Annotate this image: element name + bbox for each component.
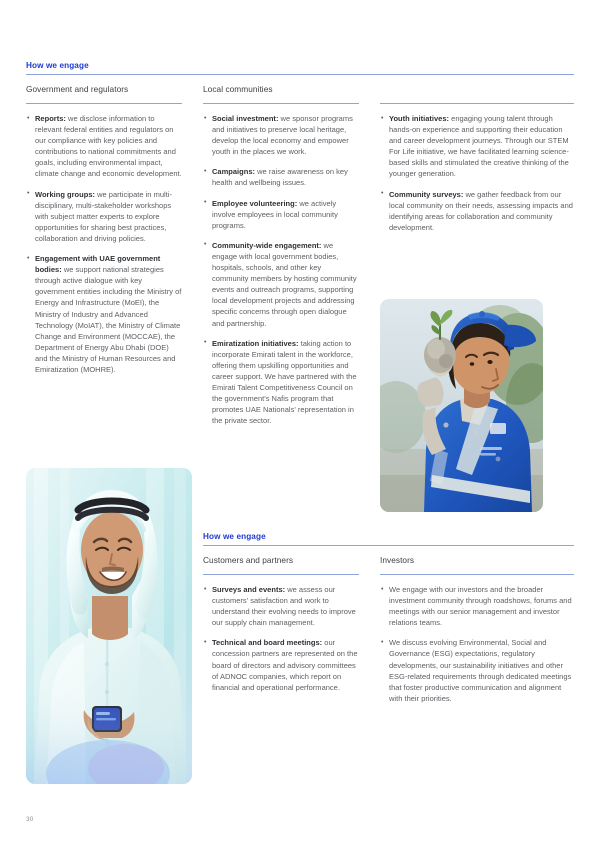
section-eyebrow: How we engage — [203, 532, 266, 541]
bullet-lead: Employee volunteering: — [212, 198, 298, 208]
list-item — [203, 338, 359, 427]
bullet-list — [26, 113, 182, 375]
bullet-text: we support national strategies through active dialogue with key government entities including the Ministry of Energy and Infrastructure (MoEI), the Ministry of Industry and Advanced Technology (MoIAT), the Ministry of Climate Change and Environment (MOCCAE), the Department of Energy Abu Dhabi (DOE) and the Ministry of Human Resources and Emiratization (MOHRE). — [35, 265, 182, 374]
column-rule — [203, 574, 359, 575]
column-heading: Customers and partners — [203, 555, 294, 565]
column-rule — [380, 103, 574, 104]
bullet-text: we raise awareness on key health and wellbeing issues. — [212, 167, 348, 188]
bullet-text: We engage with our investors and the broader investment community through roadshows, forums and meetings with our senior management and investor relations teams. — [389, 585, 572, 628]
bullet-text: we actively involve employees in local community programs. — [212, 198, 338, 230]
list-item — [380, 113, 574, 180]
bullet-text: we sponsor programs and initiatives to preserve local heritage, develop the local economy and empower youth in the places we work. — [212, 114, 353, 157]
list-item — [203, 584, 359, 628]
bullet-lead: Community-wide engagement: — [212, 240, 322, 250]
bullet-lead: Youth initiatives: — [389, 114, 450, 123]
column-heading: Investors — [380, 555, 415, 565]
column-local-communities — [203, 75, 380, 426]
bullet-text: we assess our customers' satisfaction and work to understand their evolving needs to improve our supply chain management. — [212, 585, 356, 628]
photo-emirati-man — [26, 468, 192, 784]
list-item — [26, 113, 182, 180]
section-how-we-engage-2 — [203, 531, 574, 704]
bullet-lead: Community surveys: — [389, 189, 464, 199]
bullet-text: we disclose information to relevant federal entities and regulators on our compliance with key policies and contributions to national commitments and goals, including environmental impact, climate change and economic development. — [35, 114, 182, 179]
list-item — [26, 189, 182, 244]
bullet-lead: Working groups: — [35, 189, 96, 199]
bullet-text: we participate in multi-disciplinary, multi-stakeholder workshops with subject matter experts to explore opportunities for sharing best practices, collaboration and driving policies. — [35, 189, 172, 243]
bullet-text: we engage with local government bodies, hospitals, schools, and other key community members by hosting community events and outreach programs, supporting local development projects and addressing specific concerns through open dialogue and partnership. — [212, 240, 357, 328]
column-rule — [26, 103, 182, 104]
list-item — [203, 113, 359, 157]
bullet-text: taking action to incorporate Emirati talent in the workforce, offering them upskilling opportunities and career support. We have partnered with the Emirati Talent Competitiveness Council on the government's Nafis program that promotes UAE Nationals' representation in the private sector. — [212, 338, 357, 426]
list-item — [26, 253, 182, 375]
list-item — [380, 189, 574, 233]
list-item — [380, 637, 574, 704]
bullet-text: We discuss evolving Environmental, Social and Governance (ESG) expectations, regulatory developments, our sustainability initiatives and other ESG-related requirements through dedicated meetings that foster productive communication and alignment with their priorities. — [389, 638, 572, 703]
bullet-list — [203, 584, 359, 693]
list-item — [380, 584, 574, 628]
bullet-list — [203, 113, 359, 426]
column-heading: Government and regulators — [26, 84, 129, 94]
list-item — [203, 637, 359, 692]
column-heading — [380, 75, 574, 103]
bullet-lead: Reports: — [35, 114, 66, 123]
bullet-text: we gather feedback from our local community on their needs, assessing impacts and identifying areas for collaboration and community development. — [389, 189, 573, 232]
section-columns — [203, 546, 574, 704]
list-item — [203, 198, 359, 231]
column-heading: Local communities — [203, 84, 273, 94]
bullet-lead: Emiratization initiatives: — [212, 338, 299, 348]
bullet-list — [380, 113, 574, 233]
column-investors — [380, 546, 574, 704]
column-rule — [380, 574, 574, 575]
list-item — [203, 166, 359, 188]
bullet-text: our concession partners are represented on the board of directors and advisory committees of ADNOC companies, which report on financial and operational performance. — [212, 638, 358, 692]
bullet-lead: Social investment: — [212, 114, 279, 123]
list-item — [203, 240, 359, 329]
bullet-lead: Campaigns: — [212, 167, 256, 177]
bullet-lead: Technical and board meetings: — [212, 638, 323, 648]
bullet-list — [380, 584, 574, 704]
bullet-text: engaging young talent through hands-on experience and supporting their education and career development journeys. Through our STEM For Life initiative, we have facilitated learning science-based skills and stimulated the creative thinking of the younger generation. — [389, 114, 569, 179]
section-eyebrow: How we engage — [26, 61, 89, 70]
column-rule — [203, 103, 359, 104]
bullet-lead: Surveys and events: — [212, 585, 286, 594]
column-customers-and-partners — [203, 546, 380, 704]
column-government-and-regulators — [26, 75, 203, 426]
bullet-lead: Engagement with UAE government bodies: — [35, 254, 161, 275]
page-number: 30 — [26, 816, 34, 823]
photo-child-planting-mangrove — [380, 299, 543, 512]
